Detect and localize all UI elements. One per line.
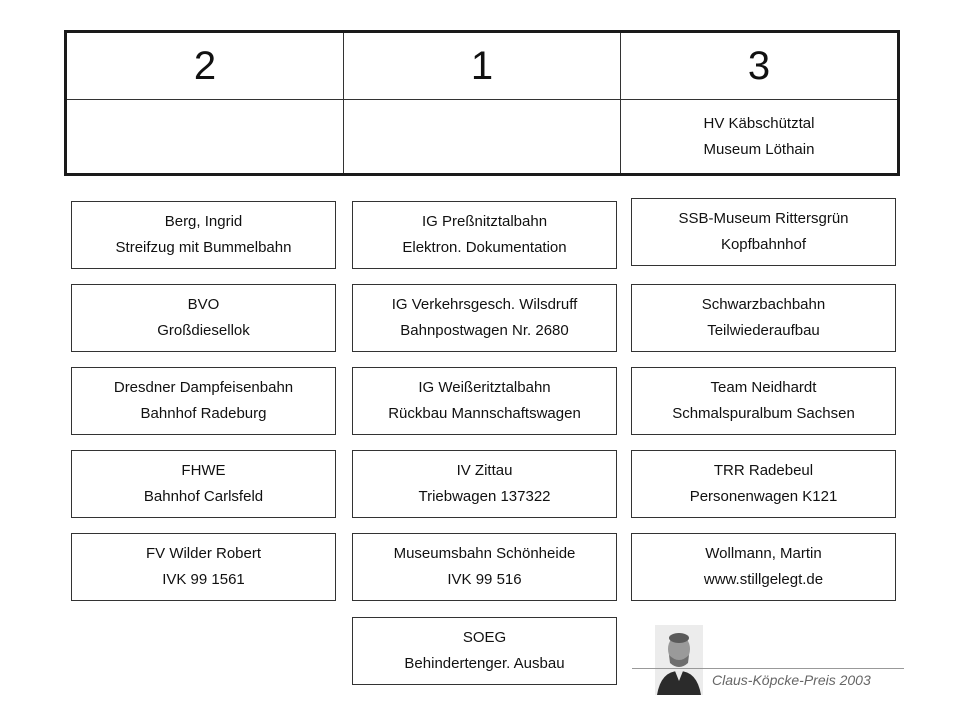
entry-name: IV Zittau: [456, 462, 513, 479]
rank-label: 3: [621, 33, 897, 100]
entry-project: IVK 99 516: [447, 571, 522, 588]
podium-column-third: [620, 33, 897, 173]
entry-name: TRR Radebeul: [713, 462, 814, 479]
podium-column-first: [343, 33, 620, 173]
winner-cell: [67, 100, 343, 173]
entry-project: Schmalspuralbum Sachsen: [672, 405, 855, 422]
entry-project: Bahnhof Radeburg: [140, 405, 267, 422]
entry-name: FV Wilder Robert: [145, 545, 262, 562]
entry-name: IG Preßnitztalbahn: [421, 213, 548, 230]
entry-name: IG Weißeritztalbahn: [418, 379, 551, 396]
winner-name: HV Käbschütztal: [703, 114, 815, 132]
entry-card: [631, 198, 896, 266]
entry-card: [352, 617, 617, 685]
entry-card: [352, 450, 617, 518]
entry-project: Großdiesellok: [157, 322, 250, 339]
entry-name: SOEG: [462, 629, 507, 646]
credit-text: Claus-Köpcke-Preis 2003: [712, 672, 871, 688]
entry-card: [71, 367, 336, 435]
entry-project: Elektron. Dokumentation: [402, 239, 567, 256]
entry-project: Personenwagen K121: [689, 488, 838, 505]
portrait-image: [655, 625, 703, 695]
entry-name: Schwarzbachbahn: [701, 296, 826, 313]
entry-project: Bahnpostwagen Nr. 2680: [400, 322, 569, 339]
entry-card: [631, 450, 896, 518]
entry-project: IVK 99 1561: [162, 571, 245, 588]
entry-project: Triebwagen 137322: [418, 488, 551, 505]
podium-table: [64, 30, 900, 176]
winner-cell: [621, 100, 897, 173]
entry-card: [631, 284, 896, 352]
entry-name: Berg, Ingrid: [164, 213, 243, 230]
footer-divider: [632, 668, 904, 669]
podium-column-second: [67, 33, 343, 173]
entry-card: [631, 533, 896, 601]
entry-card: [71, 201, 336, 269]
entry-project: Kopfbahnhof: [720, 236, 807, 253]
entry-name: FHWE: [181, 462, 226, 479]
entry-card: [71, 284, 336, 352]
rank-label: 2: [67, 33, 343, 100]
entry-name: IG Verkehrsgesch. Wilsdruff: [391, 296, 578, 313]
entry-name: Dresdner Dampfeisenbahn: [113, 379, 294, 396]
entry-project: Bahnhof Carlsfeld: [143, 488, 264, 505]
entry-name: Team Neidhardt: [710, 379, 817, 396]
entry-card: [71, 533, 336, 601]
entry-card: [352, 367, 617, 435]
entry-card: [352, 533, 617, 601]
entry-name: BVO: [187, 296, 220, 313]
rank-label: 1: [344, 33, 620, 100]
entry-project: www.stillgelegt.de: [703, 571, 824, 588]
entry-project: Behindertenger. Ausbau: [404, 655, 565, 672]
entry-name: Wollmann, Martin: [705, 545, 822, 562]
entry-card: [71, 450, 336, 518]
entry-card: [352, 201, 617, 269]
entry-project: Streifzug mit Bummelbahn: [115, 239, 292, 256]
winner-project: Museum Löthain: [703, 140, 815, 158]
entry-name: Museumsbahn Schönheide: [393, 545, 576, 562]
entry-card: [352, 284, 617, 352]
entry-card: [631, 367, 896, 435]
entry-project: Rückbau Mannschaftswagen: [388, 405, 581, 422]
entry-project: Teilwiederaufbau: [707, 322, 820, 339]
entry-name: SSB-Museum Rittersgrün: [678, 210, 849, 227]
winner-cell: [344, 100, 620, 173]
